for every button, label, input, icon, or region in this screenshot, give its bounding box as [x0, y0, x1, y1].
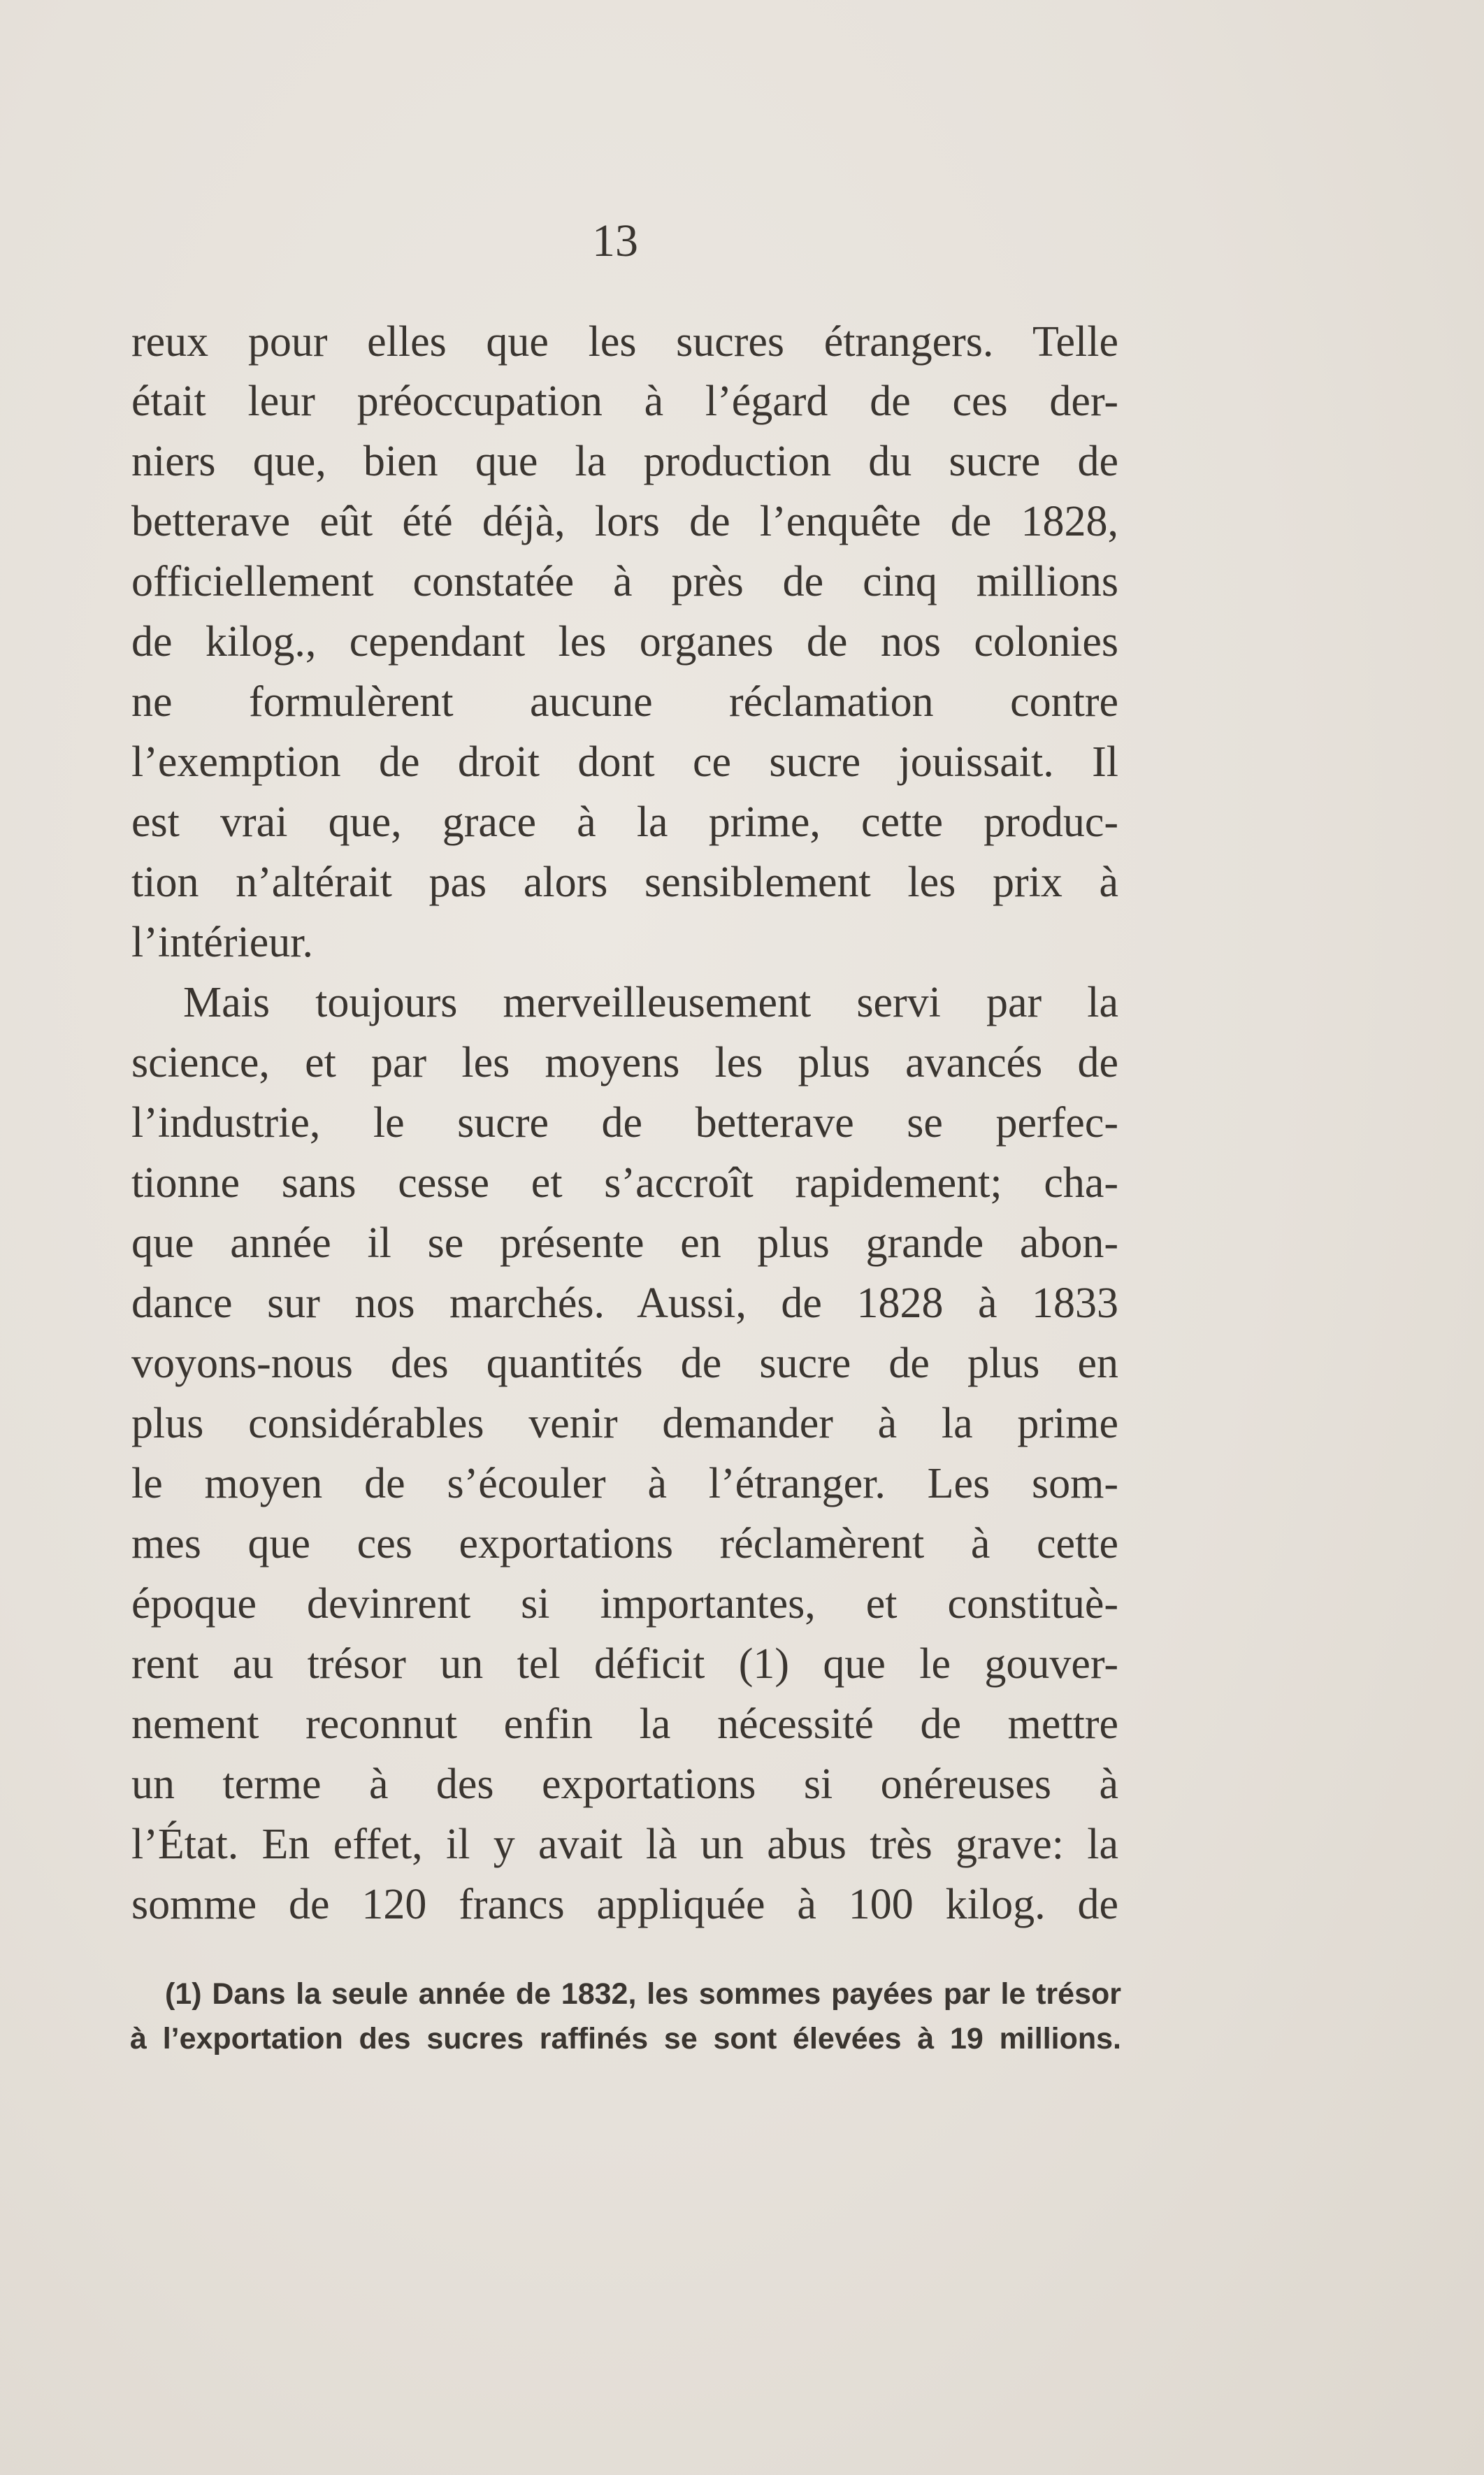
text-line: ne formulèrent aucune réclamation contre: [131, 678, 1118, 726]
text-line: betterave eût été déjà, lors de l’enquête de 1828,: [131, 498, 1118, 545]
text-line: est vrai que, grace à la prime, cette produc-: [131, 798, 1118, 846]
text-line: le moyen de s’écouler à l’étranger. Les som-: [131, 1460, 1118, 1507]
text-line: que année il se présente en plus grande abon-: [131, 1219, 1118, 1267]
text-line: rent au trésor un tel déficit (1) que le gouver-: [131, 1640, 1118, 1688]
page-number: 13: [592, 215, 638, 266]
text-line: tionne sans cesse et s’accroît rapidement; cha-: [131, 1159, 1118, 1207]
text-line: nement reconnut enfin la nécessité de mettre: [131, 1700, 1118, 1748]
text-line: voyons-nous des quantités de sucre de plus en: [131, 1340, 1118, 1387]
text-line: l’exemption de droit dont ce sucre jouissait. Il: [131, 738, 1118, 786]
text-line: reux pour elles que les sucres étrangers. Telle: [131, 318, 1118, 366]
text-line: science, et par les moyens les plus avancés de: [131, 1039, 1118, 1086]
text-line: l’industrie, le sucre de betterave se perfec-: [131, 1099, 1118, 1147]
text-line: somme de 120 francs appliquée à 100 kilog. de: [131, 1881, 1118, 1928]
text-line: époque devinrent si importantes, et constituè-: [131, 1580, 1118, 1628]
paragraph-first-line: Mais toujours merveilleusement servi par la: [183, 979, 1118, 1026]
text-line: un terme à des exportations si onéreuses à: [131, 1760, 1118, 1808]
text-line: plus considérables venir demander à la prime: [131, 1400, 1118, 1447]
text-line: tion n’altérait pas alors sensiblement les prix à: [131, 859, 1118, 906]
footnote-line: à l’exportation des sucres raffinés se sont élevées à 19 millions.: [130, 2022, 1121, 2056]
text-line: l’intérieur.: [131, 919, 313, 966]
text-line: mes que ces exportations réclamèrent à cette: [131, 1520, 1118, 1568]
text-line: dance sur nos marchés. Aussi, de 1828 à 1833: [131, 1279, 1118, 1327]
text-line: de kilog., cependant les organes de nos colonies: [131, 618, 1118, 666]
text-line: était leur préoccupation à l’égard de ces der-: [131, 378, 1118, 425]
text-line: niers que, bien que la production du sucre de: [131, 438, 1118, 485]
text-line: l’État. En effet, il y avait là un abus très grave: la: [131, 1821, 1118, 1868]
footnote-line: (1) Dans la seule année de 1832, les sommes payées par le trésor: [165, 1977, 1121, 2011]
text-line: officiellement constatée à près de cinq millions: [131, 558, 1118, 605]
